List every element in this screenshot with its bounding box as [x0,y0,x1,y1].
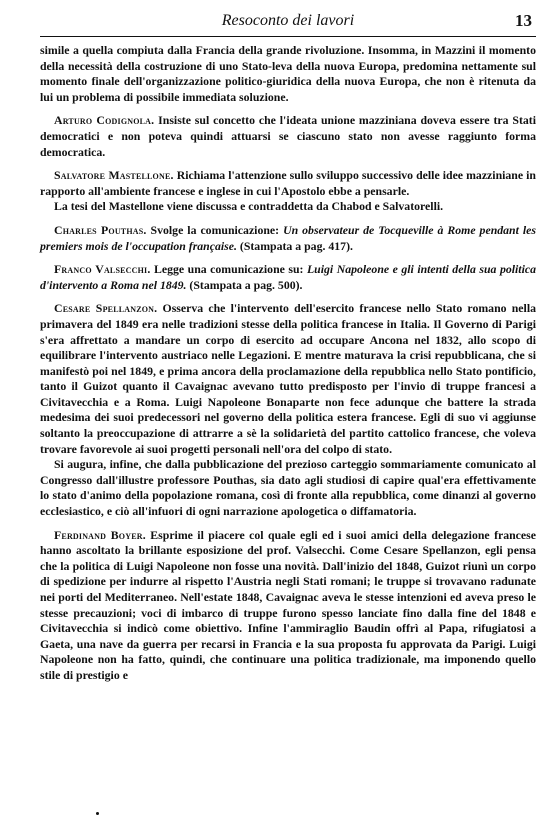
paragraph-mastellone: Salvatore Mastellone. Richiama l'attenzione sullo sviluppo successivo delle idee mazziniane in rapporto all'ambiente francese e inglese in cui l'Apostolo ebbe a pensarle. [40,168,536,198]
paragraph-spellanzon: Cesare Spellanzon. Osserva che l'intervento dell'esercito francese nello Stato romano nella primavera del 1849 era nelle tradizioni stesse della politica francese in Italia. Il Governo di Parigi s'era affrettato a mandare un corpo di esercito ad occupare Ancona nel 1832, allo scopo di equilibrare l'intervento austriaco nelle Legazioni. E mentre maturava la crisi repubblicana, che si manifestò poi nel 1849, e prima ancora della proclamazione della repubblica nello Stato pontificio, tanto il Guizot quanto il Cavaignac avevano tutto predisposto per l'invio di truppe francesi a Civitavecchia e a Roma. Luigi Napoleone Bonaparte non fece adunque che battere la strada medesima dei suoi predecessori nel governo della politica estera francese. Egli di suo vi aggiunse soltanto la preoccupazione di attrarre a sè la solidarietà del partito cattolico francese, che voleva trovare favorevole ai suoi progetti personali nell'ora del colpo di stato. [40,301,536,456]
paragraph-valsecchi: Franco Valsecchi. Legge una comunicazione su: Luigi Napoleone e gli intenti della sua politica d'intervento a Roma nel 1849. (Stampata a pag. 500). [40,262,536,292]
speaker-name: Ferdinand Boyer. [54,527,146,542]
paragraph-boyer: Ferdinand Boyer. Esprime il piacere col quale egli ed i suoi amici della delegazione francese hanno ascoltato la brillante esposizione del prof. Valsecchi. Come Cesare Spellanzon, egli pensa che la politica di Luigi Napoleone non fosse una novità. Dall'inizio del 1848, Guizot riunì un corpo di spedizione per indurre al rispetto l'Austria negli Stati romani; le truppe si trovavano radunate nei porti del Mediterraneo. Nell'estate 1848, Cavaignac aveva le stesse intenzioni ed aveva preso le stesse precauzioni; voci di imbarco di truppe furono spesso lanciate fino dalla fine del 1848 e Civitavecchia si indicò come obiettivo. Infine l'ammiraglio Baudin offrì al Papa, rifugiatosi a Gaeta, una nave da guerra per recarsi in Francia e la sua proposta fu approvata da Parigi. Luigi Napoleone non ha fatto, quindi, che continuare una politica tradizionale, ma imponendo quello stile di prestigio e [40,527,536,682]
print-speck [96,812,99,815]
header-rule [40,36,536,37]
running-header [40,10,536,34]
communication-title: Un observateur de Tocqueville à Rome pendant les premiers mois de l'occupation française. [40,222,536,253]
paragraph-codignola: Arturo Codignola. Insiste sul concetto che l'ideata unione mazziniana doveva essere tra Stati democratici e non poteva quindi attuarsi se ciascuno stato non avesse raggiunto forma democratica. [40,113,536,159]
paragraph-continuation: simile a quella compiuta dalla Francia della grande rivoluzione. Insomma, in Mazzini il momento della necessità della costruzione di uno Stato-leva della nuova Europa, predomina nettamente sul momento finale dell'organizzazione politico-giuridica della nuova Europa, che non è ritenuta da lui un problema di possibile immediata soluzione. [40,43,536,104]
speaker-name: Franco Valsecchi. [54,262,151,277]
page-number: 13 [515,11,532,30]
speaker-name: Charles Pouthas. [54,222,147,237]
speaker-name: Salvatore Mastellone. [54,168,174,183]
speaker-name: Arturo Codignola. [54,113,155,128]
paragraph-pouthas: Charles Pouthas. Svolge la comunicazione: Un observateur de Tocqueville à Rome pendant les premiers mois de l'occupation française. (Stampata a pag. 417). [40,222,536,253]
body-text [40,43,536,684]
running-title: Resoconto dei lavori [221,12,355,29]
paragraph-discussion: La tesi del Mastellone viene discussa e contraddetta da Chabod e Salvatorelli. [54,199,444,214]
communication-title: Luigi Napoleone e gli intenti della sua politica d'intervento a Roma nel 1849. [40,262,536,292]
paragraph-spellanzon-cont: Si augura, infine, che dalla pubblicazione del prezioso carteggio sommariamente comunicato al Congresso dall'illustre professore Pouthas, sia dato agli studiosi di capire qual'era effettivamente lo stato d'animo della popolazione romana, così di fronte alla repubblica, come dinanzi al governo ecclesiastico, e ciò all'infuori di ogni narrazione apologetica o diffamatoria. [40,457,536,519]
speaker-name: Cesare Spellanzon. [54,301,158,316]
